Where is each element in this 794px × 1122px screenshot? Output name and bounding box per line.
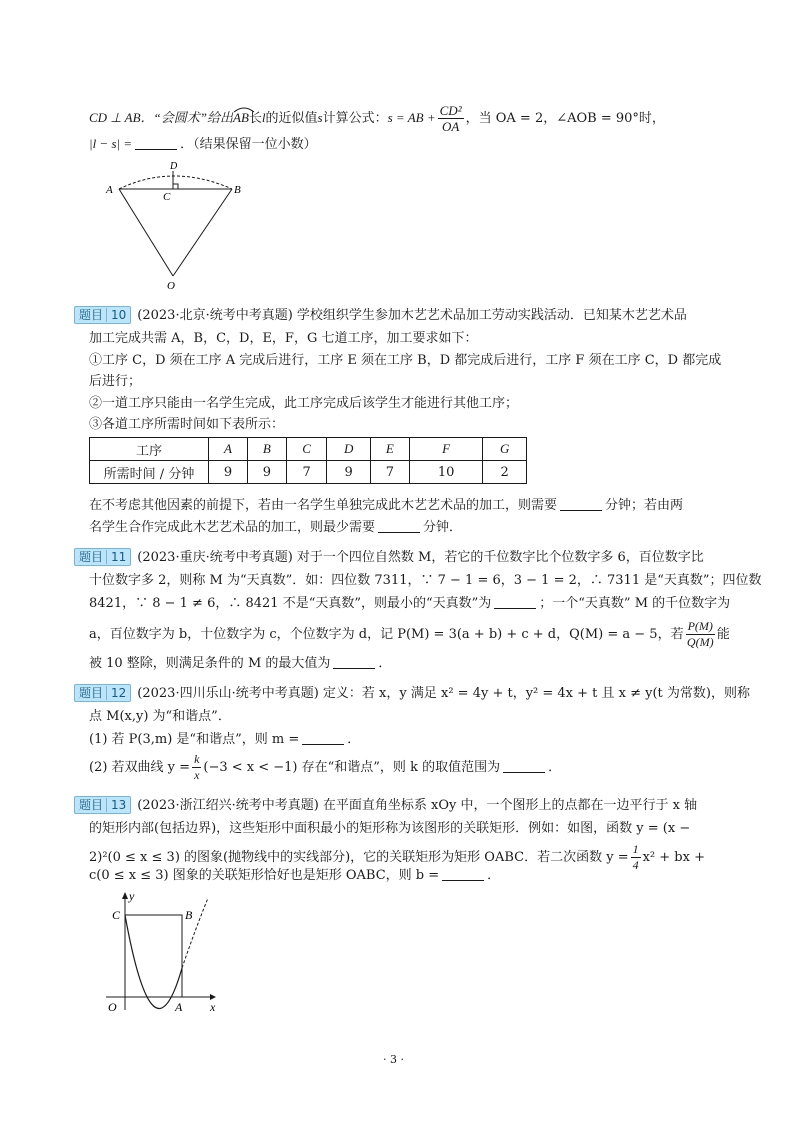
q10-line-4: 后进行； [89, 374, 142, 389]
q12-fraction: $\frac{k}{x}$ [194, 752, 200, 782]
label-x: x [210, 1000, 216, 1014]
answer-blank[interactable] [560, 497, 602, 511]
q10-line-6: ③各道工序所需时间如下表所示： [89, 417, 285, 432]
label-a: A [175, 1000, 183, 1014]
label-o: O [167, 280, 175, 292]
table-cell: 9 [247, 461, 286, 484]
table-cell: 工序 [90, 438, 209, 461]
q9-line-2: |l − s| = ．（结果保留一位小数） [89, 136, 317, 152]
q9-fraction: $\frac{\text{CD²}}{OA}$ [439, 103, 462, 134]
question-badge: 题目 11 [74, 548, 131, 566]
parabola-solid [125, 915, 182, 1008]
q11-line-4: a，百位数字为 b，十位数字为 c，个位数字为 d，记 P(M) = 3(a + b) + c + d，Q(M) = a − 5，若 $\frac{P(M)}{Q(M)}$ 能 [89, 619, 730, 649]
table-row [90, 461, 527, 484]
answer-blank[interactable] [378, 519, 420, 533]
table-cell: B [247, 438, 286, 461]
q11-line-3: 8421，∵ 8 − 1 ≠ 6，∴ 8421 不是“天真数”，则最小的“天真数”为 ；一个“天真数” M 的千位数字为 [89, 596, 731, 611]
y-axis-arrow [122, 892, 128, 899]
q10-line-2: 加工完成共需 A，B，C，D，E，F，G 七道工序，加工要求如下： [89, 331, 478, 346]
table-cell: 10 [409, 461, 483, 484]
q12-line-2: 点 M(x,y) 为“和谐点”． [89, 709, 231, 724]
question-badge: 题目 10 [74, 306, 131, 324]
label-a: A [106, 184, 113, 196]
label-d: D [170, 161, 178, 172]
table-cell: E [370, 438, 409, 461]
q13-line-3: 2)²(0 ≤ x ≤ 3) 的图象(抛物线中的实线部分)，它的关联矩形为矩形 OABC．若二次函数 y = $\frac{1}{4}$ x² + bx + [89, 842, 705, 872]
q13-fraction: $\frac{1}{4}$ [632, 842, 639, 872]
table-cell: D [327, 438, 371, 461]
table-header-row [90, 438, 527, 461]
answer-blank[interactable] [333, 655, 375, 669]
table-cell: 7 [370, 461, 409, 484]
answer-blank[interactable] [442, 867, 484, 881]
label-b: B [234, 184, 241, 196]
q12-line-3: (1) 若 P(3,m) 是“和谐点”，则 m = ． [89, 732, 361, 747]
question-badge: 题目 13 [74, 796, 131, 814]
q13-line-2: 的矩形内部(包括边界)，这些矩形中面积最小的矩形称为该图形的关联矩形．例如：如图，函数 y = (x − [89, 821, 691, 836]
label-y: y [129, 890, 135, 903]
label-b: B [185, 908, 193, 922]
answer-blank[interactable] [135, 136, 177, 150]
label-c: C [163, 191, 171, 203]
table-cell: A [209, 438, 248, 461]
question-badge: 题目 12 [74, 684, 131, 702]
q13-figure [100, 890, 230, 1020]
q10-line-8: 名学生合作完成此木艺艺术品的加工，则最少需要 分钟． [89, 520, 463, 535]
q11-line-2: 十位数字多 2，则称 M 为“天真数”．如：四位数 7311，∵ 7 − 1 = 6，3 − 1 = 2，∴ 7311 是“天真数”；四位数 [89, 573, 762, 588]
q10-line-3: ①工序 C，D 须在工序 A 完成后进行，工序 E 须在工序 B，D 都完成后进行，工序 F 须在工序 C，D 都完成 [89, 353, 722, 368]
table-cell: G [483, 438, 527, 461]
q13-line-4: c(0 ≤ x ≤ 3) 图象的关联矩形恰好也是矩形 OABC，则 b = ． [89, 868, 501, 883]
q11-fraction: $\frac{P(M)}{Q(M)}$ [686, 619, 714, 649]
q12-line-4: (2) 若双曲线 y = $\frac{k}{x}$ (−3 < x < −1) 存在“和谐点”，则 k 的取值范围为 ． [89, 752, 562, 782]
q11-line-1: 题目 11 (2023·重庆·统考中考真题) 对于一个四位自然数 M，若它的千位数字比个位数字多 6，百位数字比 [74, 548, 704, 567]
page-number: · 3 · [383, 1053, 404, 1066]
answer-blank[interactable] [494, 595, 536, 609]
table-cell: 所需时间 / 分钟 [90, 461, 209, 484]
label-o: O [108, 1000, 117, 1014]
label-c: C [112, 908, 121, 922]
radius-ob [173, 189, 232, 276]
table-cell: 2 [483, 461, 527, 484]
answer-blank[interactable] [503, 759, 545, 773]
table-cell: F [409, 438, 483, 461]
answer-blank[interactable] [302, 731, 344, 745]
table-cell: 9 [209, 461, 248, 484]
arc-ab-dashed [119, 176, 232, 189]
table-cell: 7 [286, 461, 327, 484]
table-cell: 9 [327, 461, 371, 484]
q12-line-1: 题目 12 (2023·四川乐山·统考中考真题) 定义：若 x，y 满足 x² = 4y + t，y² = 4x + t 且 x ≠ y(t 为常数)，则称 [74, 684, 750, 703]
q11-line-5: 被 10 整除，则满足条件的 M 的最大值为 ． [89, 656, 392, 671]
arc-ab: AB [233, 110, 249, 125]
right-angle-mark [173, 184, 178, 189]
q10-line-7: 在不考虑其他因素的前提下，若由一名学生单独完成此木艺艺术品的加工，则需要 分钟；若由两 [89, 498, 684, 513]
q13-line-1: 题目 13 (2023·浙江绍兴·统考中考真题) 在平面直角坐标系 xOy 中，一个图形上的点都在一边平行于 x 轴 [74, 796, 697, 815]
q9-figure [100, 158, 250, 293]
q10-time-table [89, 437, 527, 484]
q10-line-5: ②一道工序只能由一名学生完成，此工序完成后该学生才能进行其他工序； [89, 396, 519, 411]
q9-line-1: CD ⊥ AB．“会圆术”给出AB 长l的近似值s计算公式：s = AB + $\frac{\text{CD²}}{OA}$ ，当 OA = 2，∠AOB = 90°时， [89, 103, 665, 134]
q10-line-1: 题目 10 (2023·北京·统考中考真题) 学校组织学生参加木艺艺术品加工劳动实践活动．已知某木艺艺术品 [74, 306, 687, 325]
table-cell: C [286, 438, 327, 461]
